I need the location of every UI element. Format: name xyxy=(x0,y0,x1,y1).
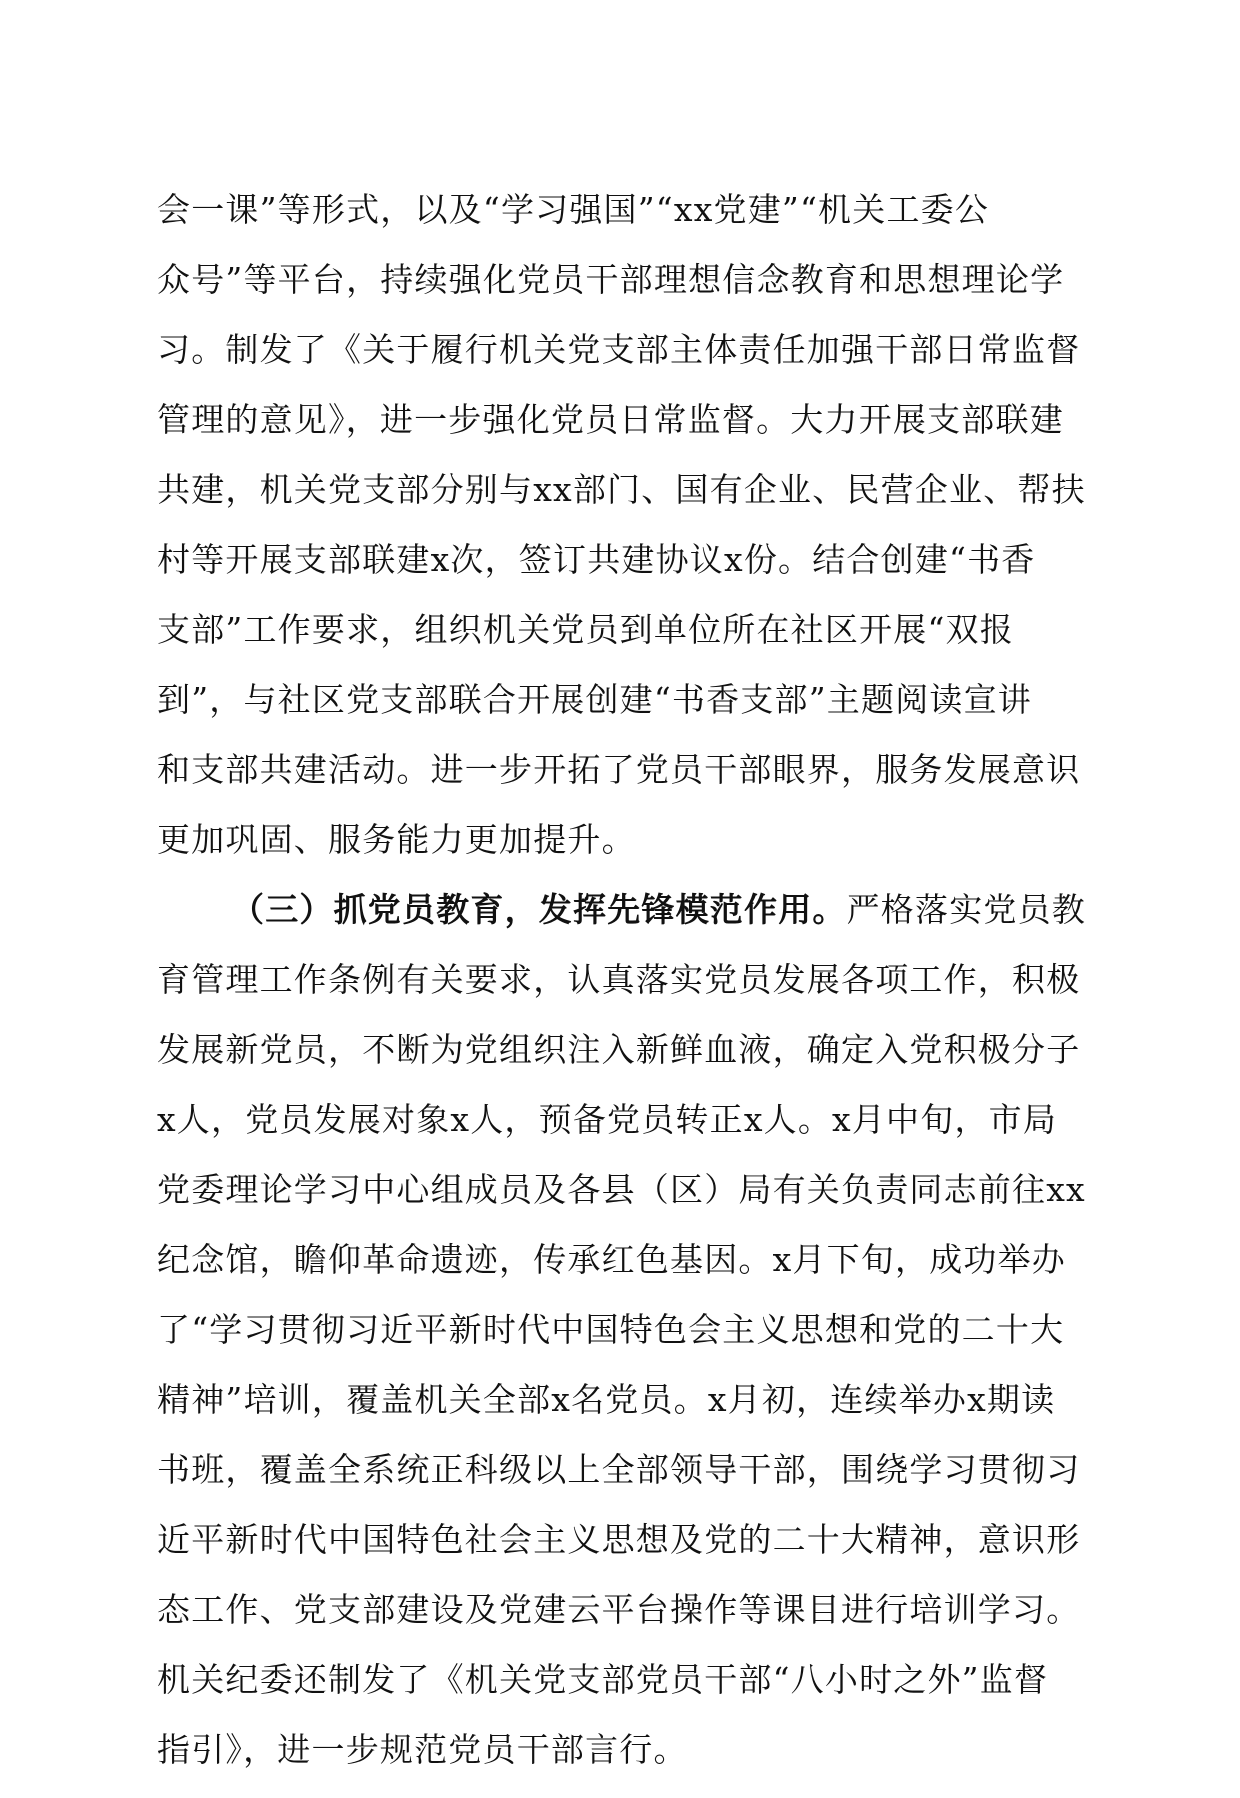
text-line: x人，党员发展对象x人，预备党员转正x人。x月中旬，市局 xyxy=(157,1100,1058,1139)
text-line: 指引》，进一步规范党员干部言行。 xyxy=(157,1730,688,1769)
text-line: 发展新党员，不断为党组织注入新鲜血液，确定入党积极分子 xyxy=(157,1030,1081,1069)
text-line: 共建，机关党支部分别与xx部门、国有企业、民营企业、帮扶 xyxy=(157,470,1086,509)
text-line: 精神”培训，覆盖机关全部x名党员。x月初，连续举办x期读 xyxy=(157,1380,1056,1419)
text-line: 纪念馆，瞻仰革命遗迹，传承红色基因。x月下旬，成功举办 xyxy=(157,1240,1067,1279)
text-line: 书班，覆盖全系统正科级以上全部领导干部，围绕学习贯彻习 xyxy=(157,1450,1081,1489)
section-first-line xyxy=(157,888,1097,958)
text-line: 到”，与社区党支部联合开展创建“书香支部”主题阅读宣讲 xyxy=(157,680,1033,719)
text-line: 习。制发了《关于履行机关党支部主体责任加强干部日常监督 xyxy=(157,330,1081,369)
text-line: 更加巩固、服务能力更加提升。 xyxy=(157,820,636,859)
text-line: 育管理工作条例有关要求，认真落实党员发展各项工作，积极 xyxy=(157,960,1081,999)
text-line: 机关纪委还制发了《机关党支部党员干部“八小时之外”监督 xyxy=(157,1660,1049,1699)
section-heading: （三）抓党员教育，发挥先锋模范作用。 xyxy=(231,890,847,929)
text-line: 支部”工作要求，组织机关党员到单位所在社区开展“双报 xyxy=(157,610,1014,649)
text-line: 党委理论学习中心组成员及各县（区）局有关负责同志前往xx xyxy=(157,1170,1086,1209)
text-line: 村等开展支部联建x次，签订共建协议x份。结合创建“书香 xyxy=(157,540,1036,579)
text-line: 众号”等平台，持续强化党员干部理想信念教育和思想理论学 xyxy=(157,260,1065,299)
text-line: 态工作、党支部建设及党建云平台操作等课目进行培训学习。 xyxy=(157,1590,1081,1629)
section-first-line-text: 严格落实党员教 xyxy=(846,890,1087,929)
text-line: 了“学习贯彻习近平新时代中国特色会主义思想和党的二十大 xyxy=(157,1310,1065,1349)
text-line: 会一课”等形式，以及“学习强国”“xx党建”“机关工委公 xyxy=(157,190,990,229)
text-line: 近平新时代中国特色社会主义思想及党的二十大精神，意识形 xyxy=(157,1520,1081,1559)
document-body xyxy=(157,188,1097,1798)
text-line: 和支部共建活动。进一步开拓了党员干部眼界，服务发展意识 xyxy=(157,750,1081,789)
text-line: 管理的意见》，进一步强化党员日常监督。大力开展支部联建 xyxy=(157,400,1064,439)
